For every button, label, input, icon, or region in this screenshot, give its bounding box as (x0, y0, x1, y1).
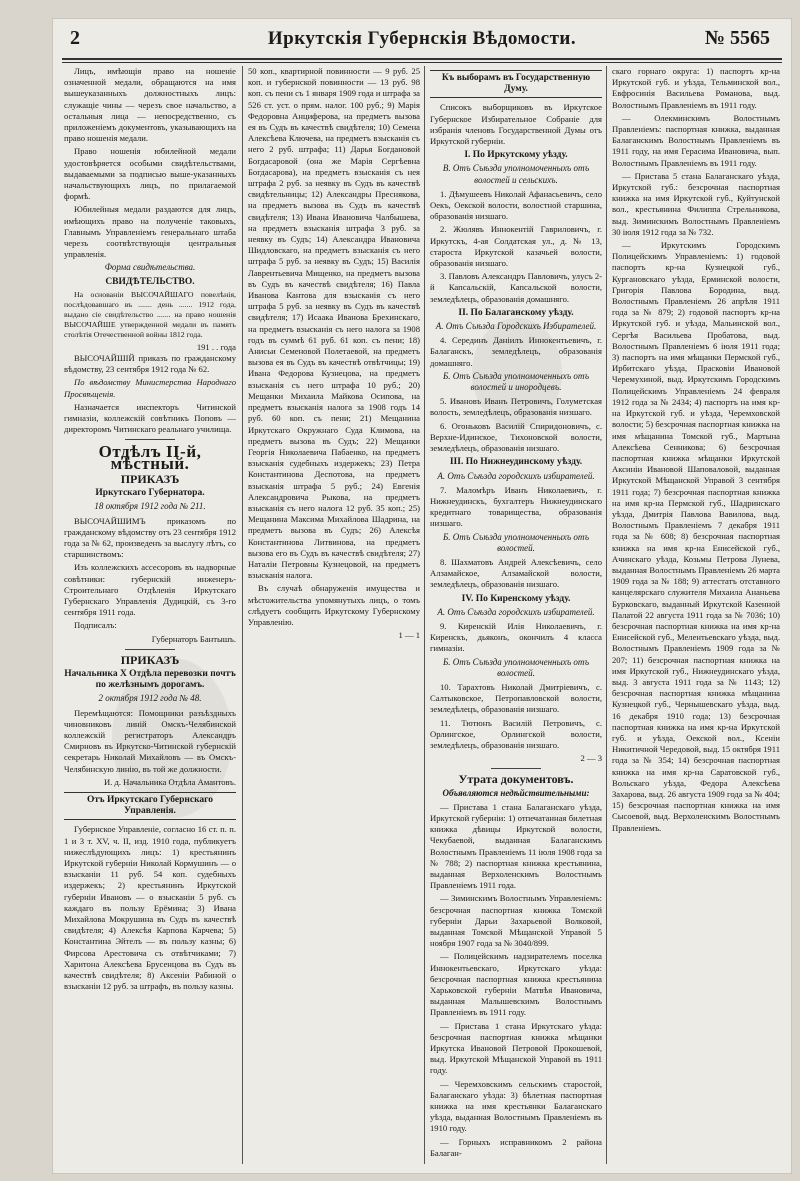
paragraph: 10. Тарахтовъ Николай Дмитріевичъ, с. Салтыковское, Петропавловской волости, земледѣлецъ, образованія низшаго. (430, 681, 602, 715)
section-box-heading: Отъ Иркутскаго Губернскаго Управленія. (64, 792, 236, 820)
election-heading: Къ выборамъ въ Государственную Думу. (430, 70, 602, 98)
paragraph: — Пристава 1 стана Иркутскаго уѣзда: безсрочная паспортная книжка мѣщанки Иркутска Ивановой Петровой Прокошевой, выд. Иркутской Мѣщанской Управой въ 1911 году. (430, 1020, 602, 1076)
paragraph: — Полицейскимъ надзирателемъ поселка Иннокентьевскаго, Иркутскаго уѣзда: безсрочная паспортная книжка крестьянина Харьковской губерніи Матвѣя Ивановича, выданная Малышевскимъ Волостнымъ Правленіемъ въ 1911 году. (430, 951, 602, 1018)
paragraph: — Черемховскимъ сельскимъ старостой, Балаганскаго уѣзда: 3) бѣлетная паспортная книжка на имя крестьянки Балаганскаго уѣзда, выданная Волостнымъ Правленіемъ въ 1910 году. (430, 1078, 602, 1134)
paragraph: ВЫСОЧАЙШИМЪ приказомъ по гражданскому вѣдомству отъ 23 сентября 1912 года за № 62, произведенъ за выслугу лѣтъ, со старшинствомъ: (64, 515, 236, 560)
column-1 (64, 66, 236, 1164)
issue-number: № 5565 (704, 27, 770, 49)
form-date: 191 . . года (196, 341, 236, 352)
paragraph: — Зиминскимъ Волостнымъ Управленіемъ: безсрочная паспортная книжка Томской губерніи Дарьи Захарьевой Волковой, выданная Томской Мѣщанской Управой 5 ноября 1907 года за № 3040/899. (430, 893, 602, 949)
paragraph: 6. Огоньковъ Василій Спиридоновичъ, с. Верхне-Идинское, Тихоновской волости, земледѣлецъ, образованія низшаго. (430, 420, 602, 454)
district-heading: II. По Балаганскому уѣзду. (458, 307, 574, 318)
paragraph: скаго горнаго округа: 1) паспортъ кр-на Иркутской губ. и уѣзда, Тельминской вол., Евфросинія Васильева Романова, выд. Волостнымъ Правленіемъ въ 1911 году. (612, 66, 780, 110)
paragraph: ВЫСОЧАЙШІЙ приказъ по гражданскому вѣдомству, 23 сентября 1912 года № 62. (64, 353, 236, 375)
page-number: 2 (70, 27, 80, 49)
paragraph: 50 коп., квартирной повинности — 9 руб. 25 коп. и губернской повинности — 13 руб. 98 коп. съ пени съ 1 января 1909 года и штрафа за 526 ст. уст. о прям. налог. 100 руб.; 9) Марія Федоровна Анциферова, на предметъ вызова ея въ Судъ въ качествѣ свидѣтеля; 10) Семена Алексѣева Ключева, на предметъ взысканія съ него 2 руб. штрафа; 11) Дарья Богдановой Богдасаровой (она же Марія Сергѣевна Богдасарова), на предметъ взысканія съ нея штрафа 2 руб. за неявку въ Судъ въ качествѣ свидѣтельницы; 12) Александры Преснякова, на предметъ вызова въ Судъ въ качествѣ свидѣтеля; 13) Ивана Ивановича Чалбышева, на предметъ взысканія штрафа 3 руб. за неявку въ Судъ; 14) Александра Ивановича Шидловскаго, на предметъ взысканія съ него штрафа 5 руб. за неявку въ Судъ; 15) Василія Лаврентьевича Мищенко, на предметъ вызова въ Судъ въ качествѣ свидѣтеля; 16) Павла Иванова Кантова для взысканія съ него штрафа 5 руб. за неявку въ Судъ въ качествѣ свидѣтеля; 17) Исаака Иванова Брехинскаго, на предметъ взысканія съ него налога за 1908 годъ въ суммѣ 61 руб. 61 коп. съ пени; 18) Анисьи Семеновой Полетаевой, на предметъ вызова ея въ Судъ въ качествѣ отвѣтчицы; 19) Ивана Федорова Кузнецова, на предметъ взысканія съ него штрафа 10 руб.; 20) Мещанки Михаила Майкова Осипова, на предметъ взысканія налога за 1908 годъ 14 руб. 60 коп. съ пени; 21) Мещанина Иркутскаго Окружнаго Суда Климова, на предметъ вызова въ Судъ; 22) Мещанки Георгія Николаевича Пабаенко, на предметъ взысканія судебныхъ издержекъ; 23) Петра Константинова Деспотова, на предметъ взысканія штрафа 5 руб.; 24) Евгенія Александровича Рыкова, на предметъ взысканія съ него налога 12 руб. 35 коп.; 25) Мещанина Максима Михайлова Шадрина, на предметъ вызова въ Судъ; 26) Алексѣя Константинова Литвинова, на предметъ вызова его въ Судъ въ качествѣ свидѣтеля; 27) Наталіи Петровны Кузнецовой, на предметъ взысканія налога. (248, 66, 420, 581)
column-divider (606, 66, 607, 1164)
subheading: Объявляются недѣйствительными: (442, 787, 590, 798)
paragraph: Юбилейныя медали раздаются для лицъ, имѣющихъ право на полученіе таковыхъ, Главнымъ Управленіемъ генеральнаго штаба черезъ соотвѣтствующія центральныя управленія. (64, 204, 236, 260)
insertion-count: 1 — 1 (398, 630, 420, 641)
section-title: Отдѣлъ II-й, мѣстный. (98, 442, 202, 473)
paragraph: 1. Дѣмушеевъ Николай Афанасьевичъ, село Оекъ, Оекской волости, волостной старшина, образованія низшаго. (430, 188, 602, 222)
form-title: СВИДѢТЕЛЬСТВО. (105, 276, 195, 287)
paragraph: 4. Серединъ Даніилъ Иннокентьевичъ, г. Балаганскъ, земледѣлецъ, образованія домашняго. (430, 335, 602, 368)
paragraph: Въ случаѣ обнаруженія имущества и мѣстожительства упомянутыхъ лицъ, о томъ слѣдуетъ сообщить Иркутскому Губернскому Управленію. (248, 583, 420, 627)
column-4 (612, 66, 780, 1164)
signer: Губернаторъ Бантышъ. (151, 633, 236, 644)
paragraph: Назначается инспекторъ Читинской гимназіи, коллежскій совѣтникъ Поповъ — директоромъ Читинскаго реальнаго училища. (64, 401, 236, 435)
newspaper-page (52, 18, 792, 1174)
column-3 (430, 66, 602, 1164)
column-2 (248, 66, 420, 1164)
paragraph: Списокъ выборщиковъ въ Иркутское Губернское Избирательное Собраніе для избранія членовъ Государственной Думы отъ Иркутской губерніи. (430, 102, 602, 147)
order-date: 2 октября 1912 года № 48. (98, 693, 202, 704)
paragraph: Перемѣщаются: Помощники разъѣздныхъ чиновниковъ линій Омскъ-Челябинской коллежскій регистраторъ Александръ Смирновъ въ Иркутско-Читинской губернскій секретарь Николай Михайловъ — въ Омскъ-Челябинскую линію, въ той же должности. (64, 707, 236, 774)
lost-documents-heading: Утрата документовъ. (458, 772, 574, 787)
divider (491, 768, 541, 769)
newspaper-title: Иркутскія Губернскія Вѣдомости. (267, 28, 577, 49)
subheading: А. Отъ Съѣзда городскихъ избирателей. (437, 470, 595, 481)
divider (125, 439, 175, 440)
header-rule-thin (62, 62, 782, 63)
paragraph: — Пристава 1 стана Балаганскаго уѣзда, Иркутской губерніи: 1) отпечатанная билетная книжка дѣвицы Иркутской волости, Чекубаевой, выданная Балаганскимъ Волостнымъ Правленіемъ 11 іюля 1908 года за № 788; 2) паспортная книжка крестьянина, выданная Верхоленскимъ Волостнымъ Правленіемъ 1911 года. (430, 801, 602, 891)
paragraph: Губернское Управленіе, согласно 16 ст. п. п. 1 и 3 т. XV, ч. II, изд. 1910 года, публикуетъ нижеслѣдующихъ лицъ: 1) крестьянинъ Иркутской губерніи Николай Кормушинъ — о взысканіи 11 руб. 54 коп. судебныхъ издержекъ; 2) крестьянинъ Иркутской губерніи Ивановъ — о взысканіи 5 руб. съ каждаго въ пользу Ерёмина; 3) Ивана Михайлова Мокрушина въ Судъ въ качествѣ свидѣтеля; 4) Алексѣя Карпова Карчева; 5) Константина Эйтелъ — въ пользу казны; 6) Фирсова Арестовича съ отвѣтчиками; 7) Харитона Алексѣева Брусенцова въ Судъ въ качествѣ свидѣтеля; 8) Аксеніи Рабиной о взысканіи 12 руб. за штрафъ, въ пользу казны. (64, 824, 236, 992)
order-heading: ПРИКАЗЪ (120, 471, 180, 486)
subheading: Б. Отъ Съѣзда уполномоченныхъ отъ волостей и инородцевъ. (442, 370, 590, 393)
district-heading: I. По Иркутскому уѣзду. (464, 150, 568, 161)
paragraph: — Олекминскимъ Волостнымъ Правленіемъ: паспортная книжка, выданная Балаганскимъ Волостнымъ Правленіемъ въ 1911 году, на имя Герасима Ивановича, вып. Волостнымъ Правленіемъ въ 1911 году. (612, 112, 780, 168)
paragraph: Лицъ, имѣющія право на ношеніе означенной медали, обращаются на имя вышеуказанныхъ должностныхъ лицъ: служащіе чины — черезъ свое начальство, а остальныя лица — непосредственно, съ приложеніемъ документовъ, указывающихъ на право ношенія медали. (64, 66, 236, 144)
paragraph: 5. Ивановъ Иванъ Петровичъ, Голуметская волость, земледѣлецъ, образованія низшаго. (430, 396, 602, 418)
paragraph: 7. Маломѣръ Иванъ Николаевичъ, г. Нижнеудинскъ, бухгалтеръ Нижнеудинскаго кредитнаго товарищества, образованія низшаго. (430, 484, 602, 529)
header-rule (62, 58, 782, 60)
paragraph: — Иркутскимъ Городскимъ Полицейскимъ Управленіемъ: 1) годовой паспортъ кр-на Кузнецкой губ., Кургановскаго уѣзда, Ерминской волости, Григорія Павлова Бородина, выд. Волостнымъ Правленіемъ 26 апрѣля 1911 года за № 879; 2) годовой паспортъ кр-на Иркутской губ. и уѣзда, Мальинской вол., Сергѣя Васильева Пробатова, выд. Волостнымъ Правленіемъ 6 іюля 1911 года; 3) паспортъ на имя мѣщанки Пермской губ., Ирбитскаго уѣзда, Прасковіи Ивановой Черемухиной, выд. Иркутскимъ Городскимъ Полицейскимъ Управленіемъ 24 февраля 1912 года за № 2434; 4) паспортъ на имя кр-на Иркутской губ. и уѣзда, Черемховской волости; 5) безсрочная паспортная книжка на имя мѣщанина Томской губ., Мартына Алексѣева Сенникова; 6) безсрочная паспортная книжка мѣщанки Иркутской Аксиніи Ивановой Шаповаловой, выданная Иркутской Мѣщанской Управой 3 сентября 1911 года; 7) безсрочная паспортная книжка на имя кр-на Пермской губ., Шадринскаго уѣзда, Дмитрія Павлова Вавилова, выд. Волостнымъ Правленіемъ 7 декабря 1911 года за № 608; 8) безсрочная паспортная книжка на имя кр-на Енисейской губ., Ачинскаго уѣзда, Козьмы Петрова Лунева, выданная Волостнымъ Правленіемъ 26 марта 1909 года за № 188; 9) аттестатъ отставного канцелярскаго служителя Михаила Ананьева Бурковскаго, выданный Иркутской Казенной Палатой 22 августа 1911 года за № 7036; 10) безсрочная паспортная книжка на имя кр-на Енисейской губ., Мелентьевскаго уѣзда, выд. Волостнымъ Правленіемъ 1909 года за № 207; 11) безсрочная паспортная книжка на имя Иркутской губ., Нижнеудинскаго уѣзда, выд. 3 августа 1911 года за № 1143; 12) безсрочная паспортная книжка мѣщанина Кузнецкой губ., Чернышевскаго уѣзда, выд. 16 декабря 1910 года; 13) безсрочная паспортная книжка на имя кр-на Иркутской губ. и уѣзда, Оекской вол., Ксеніи Никитичной Чередовой, выд. 15 октября 1911 года за № 354; 14) безсрочная паспортная книжка на имя кр-на Саратовской губ., Вольскаго уѣзда, Федора Алексѣева Захарова, выд. 26 августа 1909 года за № 404; 15) безсрочная паспортная книжка на имя Сысоевой, выд. Верхоленскимъ Волостнымъ Правленіемъ. (612, 240, 780, 833)
order-date: 18 октября 1912 года № 211. (94, 501, 206, 512)
order-subheading: Начальника Х Отдѣла перевозки почтъ по желѣзнымъ дорогамъ. (64, 668, 236, 691)
district-heading: III. По Нижнеудинскому уѣзду. (449, 457, 583, 468)
paragraph: 9. Киренскій Илія Николаевичъ, г. Киренскъ, дьяконъ, окончилъ 4 класса гимназіи. (430, 620, 602, 654)
form-label: Форма свидѣтельства. (104, 262, 196, 273)
signed-label: Подписалъ: (74, 620, 117, 631)
subheading: Б. Отъ Съѣзда уполномоченныхъ отъ волостей. (442, 531, 590, 553)
paragraph: 11. Тютюнъ Василій Петровичъ, с. Орлингское, Орлингской волости, земледѣлецъ, образованія низшаго. (430, 717, 602, 750)
subheading: А. Отъ Съѣзда Городскихъ Избирателей. (435, 321, 597, 332)
insertion-count: 2 — 3 (580, 753, 602, 764)
paragraph: — Пристава 5 стана Балаганскаго уѣзда, Иркутской губ.: безсрочная паспортная книжка на имя Иркутской губ., Куйтунской вол., крестьянина Филиппа Стрельникова, выд. Зиминскимъ Волостнымъ Правленіемъ 30 іюля 1912 года за № 732. (612, 170, 780, 237)
page-header (52, 18, 792, 58)
paragraph: 8. Шахматовъ Андрей Алексѣевичъ, село Алзамайское, Алзамайской волости, земледѣлецъ, образованія низшаго. (430, 556, 602, 590)
paragraph: Изъ коллежскихъ ассесоровъ въ надворные совѣтники: губернскій инженеръ-Строительнаго Отдѣленія Иркутскаго Губернскаго Управленія Дудицкій, съ 3-го сентября 1911 года. (64, 562, 236, 618)
form-text: На основаніи ВЫСОЧАЙШАГО повелѣнія, послѣдовавшаго въ ....... день ....... 1912 года, выдано сіе свидѣтельство ....... на право ношенія ВЫСОЧАЙШЕ утвержденной медали въ память столѣтія Отечественной войны 1812 года. (64, 289, 236, 339)
paragraph: Право ношенія юбилейной медали удостовѣряется особыми свидѣтельствами, выдаваемыми за подписью выше-указанныхъ начальствующихъ лицъ, по прилагаемой формѣ. (64, 146, 236, 202)
paragraph: — Горныхъ исправникомъ 2 района Балаган- (430, 1136, 602, 1158)
subheading: Б. Отъ Съѣзда уполномоченныхъ отъ волостей. (442, 656, 590, 678)
column-divider (424, 66, 425, 1164)
district-heading: IV. По Киренскому уѣзду. (461, 593, 571, 604)
paragraph: 3. Павловъ Александръ Павловичъ, улусъ 2-й Капсальскій, Капсальской волости, земледѣлецъ, образованія домашняго. (430, 271, 602, 304)
divider (125, 649, 175, 650)
column-divider (242, 66, 243, 1164)
paragraph: По вѣдомству Министерства Народнаго Просвѣщенія. (64, 377, 236, 399)
subheading: В. Отъ Съѣзда уполномоченныхъ отъ волостей и сельскихъ. (442, 163, 590, 185)
order-heading: ПРИКАЗЪ (120, 652, 180, 667)
subheading: А. Отъ Съѣзда городскихъ избирателей. (437, 606, 595, 617)
signer: И. д. Начальника Отдѣла Амантовъ. (104, 776, 236, 787)
order-subheading: Иркутскаго Губернатора. (95, 488, 205, 499)
paragraph: 2. Жюлявъ Иннокентій Гавриловичъ, г. Иркутскъ, 4-ая Солдатская ул., д. № 13, староста Иркутской казачьей волости, образованія низшаго. (430, 224, 602, 269)
